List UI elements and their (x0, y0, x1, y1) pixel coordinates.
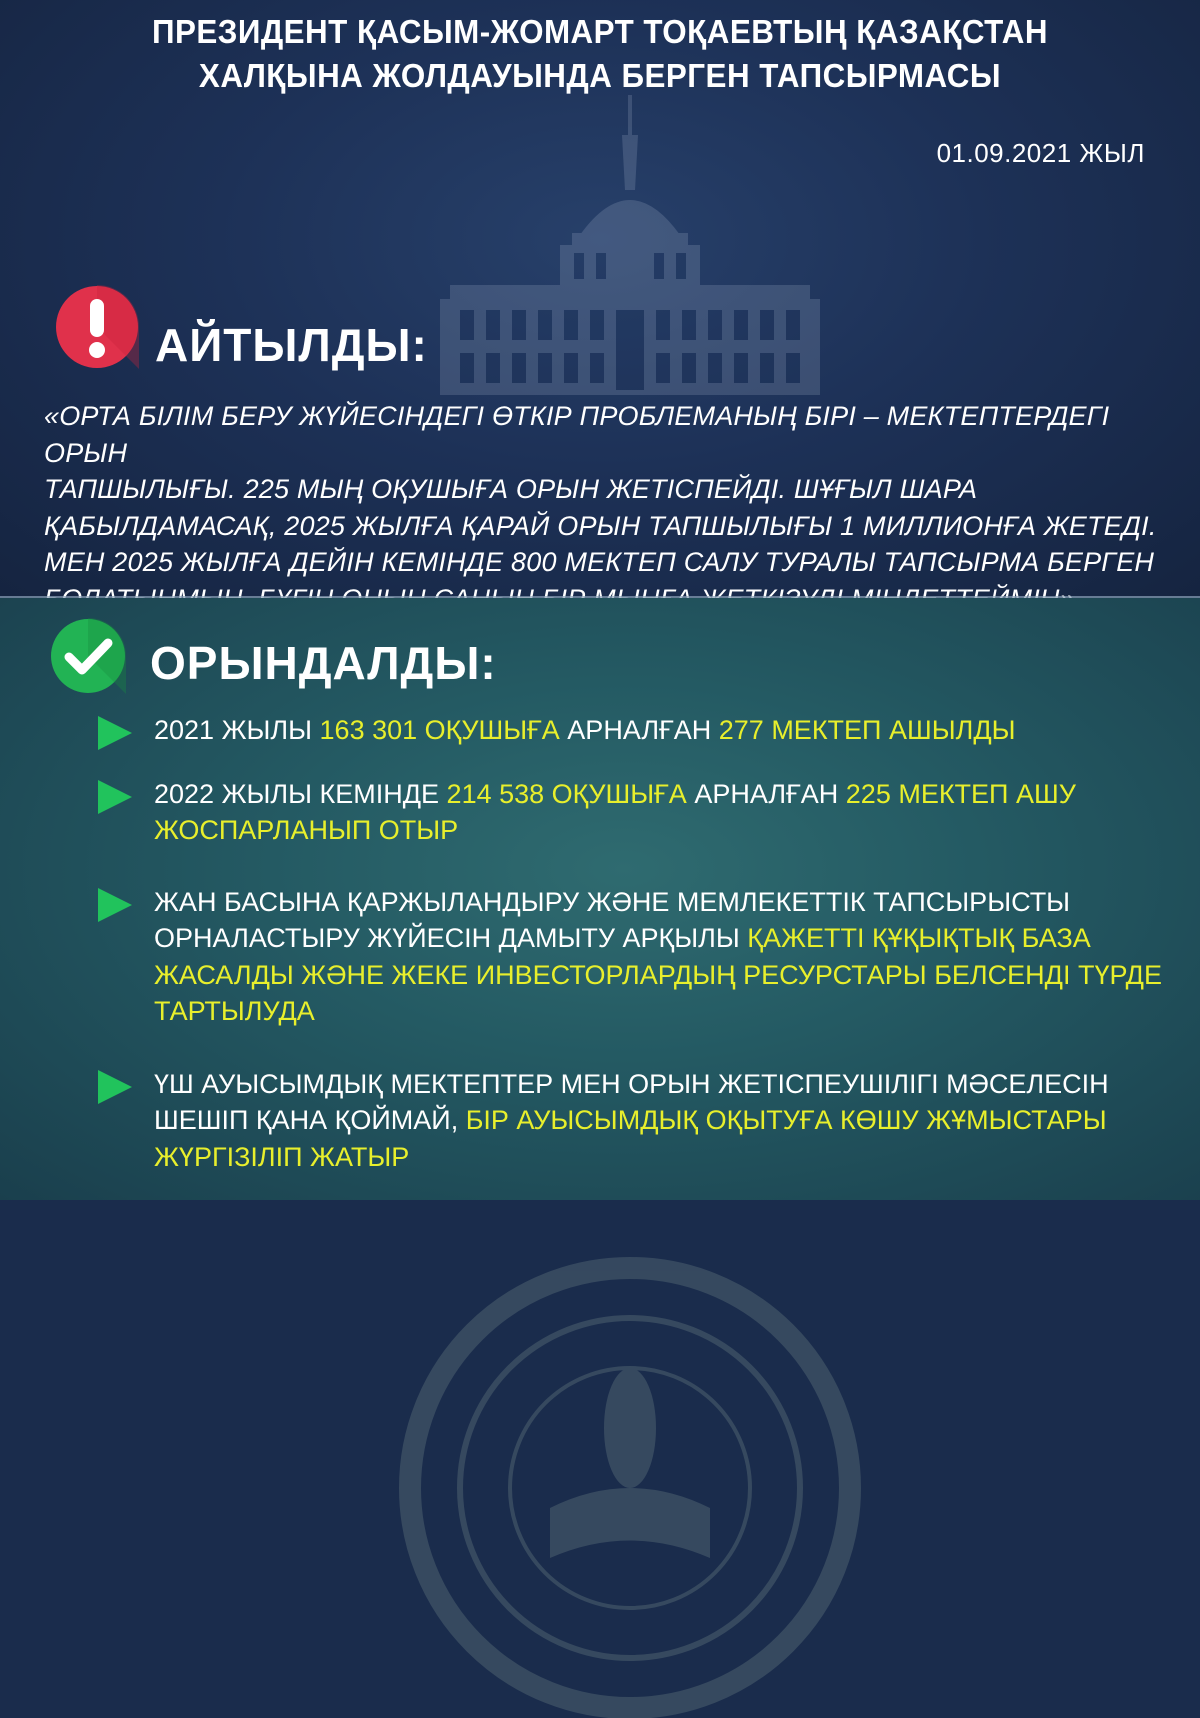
list-item (98, 884, 1188, 1030)
title-line-1: ПРЕЗИДЕНТ ҚАСЫМ-ЖОМАРТ ТОҚАЕВТЫҢ ҚАЗАҚСТАН (151, 13, 1049, 50)
date-label: 01.09.2021 ЖЫЛ (936, 138, 1145, 168)
item-text: ЖАН БАСЫНА ҚАРЖЫЛАНДЫРУ ЖӘНЕ МЕМЛЕКЕТТІК ТАПСЫРЫСТЫ ОРНАЛАСТЫРУ ЖҮЙЕСІН ДАМЫТУ АРҚЫЛЫ (154, 886, 1071, 953)
akorda-building-watermark (440, 95, 820, 395)
item-text: ҮШ АУЫСЫМДЫҚ МЕКТЕПТЕР МЕН ОРЫН ЖЕТІСПЕУШІЛІГІ МӘСЕЛЕСІН ШЕШІП ҚАНА ҚОЙМАЙ, (154, 1068, 1109, 1135)
item-text: 2021 ЖЫЛЫ (154, 715, 320, 745)
highlight-text: 225 МЕКТЕП АШУ ЖОСПАРЛАНЫП ОТЫР (154, 778, 1076, 845)
highlight-text: 163 301 ОҚУШЫҒА (319, 715, 560, 745)
item-text: АРНАЛҒАН (686, 778, 846, 809)
highlight-text: ҚАЖЕТТІ ҚҰҚЫҚТЫҚ БАЗА ЖАСАЛДЫ ЖӘНЕ ЖЕКЕ ИНВЕСТОРЛАРДЫҢ РЕСУРСТАРЫ БЕЛСЕНДІ ТҮРДЕ ТАРТЫЛУДА (154, 923, 1162, 1026)
play-arrow-icon (98, 780, 132, 814)
list-item (98, 712, 1188, 749)
done-list (98, 712, 1188, 1175)
quote-line: ҚАБЫЛДАМАСАҚ, 2025 ЖЫЛҒА ҚАРАЙ ОРЫН ТАПШЫЛЫҒЫ 1 МИЛЛИОНҒА ЖЕТЕДІ. (44, 510, 1157, 541)
list-item (98, 1066, 1188, 1176)
title-line-2: ХАЛҚЫНА ЖОЛДАУЫНДА БЕРГЕН ТАПСЫРМАСЫ (198, 57, 1002, 94)
highlight-text: 277 МЕКТЕП АШЫЛДЫ (718, 715, 1016, 745)
play-arrow-icon (98, 716, 132, 750)
said-heading: АЙТЫЛДЫ: (155, 319, 428, 371)
highlight-text: 214 538 ОҚУШЫҒА (446, 778, 687, 809)
play-arrow-icon (98, 1070, 132, 1104)
list-item (98, 776, 1188, 849)
play-arrow-icon (98, 888, 132, 922)
item-text: 2022 ЖЫЛЫ КЕМІНДЕ (154, 778, 447, 809)
item-text: АРНАЛҒАН (559, 715, 719, 745)
highlight-text: БІР АУЫСЫМДЫҚ ОҚЫТУҒА КӨШУ ЖҰМЫСТАРЫ ЖҮРГІЗІЛІП ЖАТЫР (154, 1105, 1107, 1172)
said-section (0, 0, 1200, 598)
exclamation-icon (55, 285, 139, 369)
quote-line: «ОРТА БІЛІМ БЕРУ ЖҮЙЕСІНДЕГІ ӨТКІР ПРОБЛЕМАНЫҢ БІРІ – МЕКТЕПТЕРДЕГІ ОРЫН (44, 401, 1110, 468)
ministry-emblem-watermark (400, 1258, 860, 1718)
quote-text (44, 398, 1174, 617)
done-heading: ОРЫНДАЛДЫ: (150, 637, 497, 689)
quote-line: МЕН 2025 ЖЫЛҒА ДЕЙІН КЕМІНДЕ 800 МЕКТЕП САЛУ ТУРАЛЫ ТАПСЫРМА БЕРГЕН (44, 547, 1155, 577)
page-title (68, 10, 1132, 98)
checkmark-icon (50, 618, 126, 694)
quote-line: ТАПШЫЛЫҒЫ. 225 МЫҢ ОҚУШЫҒА ОРЫН ЖЕТІСПЕЙДІ. ШҰҒЫЛ ШАРА (44, 474, 978, 504)
